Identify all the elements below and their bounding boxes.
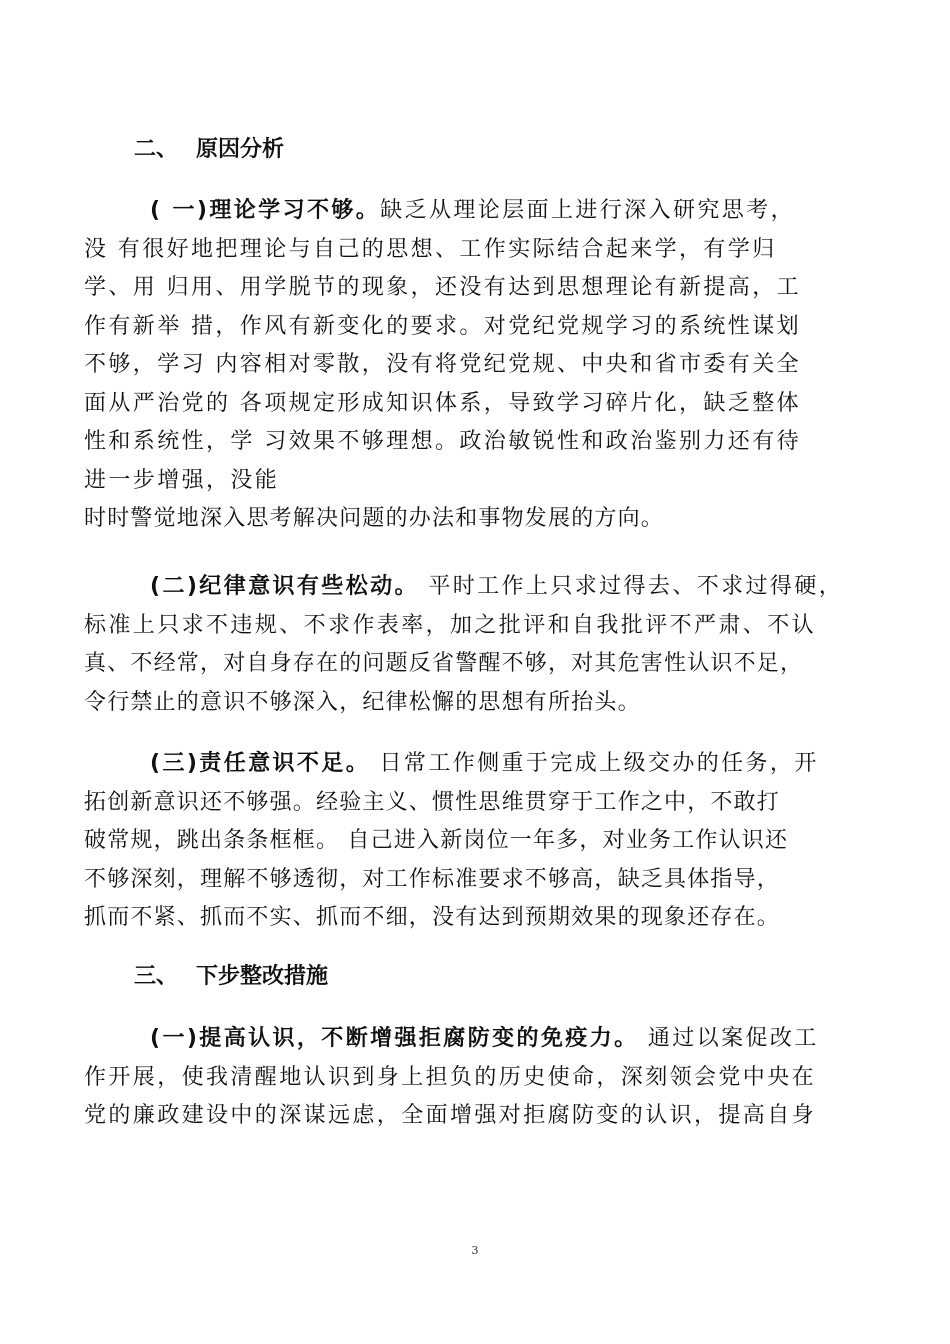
paragraph-line: (三)责任意识不足。 日常工作侧重于完成上级交办的任务，开	[150, 751, 819, 776]
paragraph-line: (一)提高认识，不断增强拒腐防变的免疫力。 通过以案促改工	[150, 1026, 819, 1051]
paragraph-lead: (一)提高认识，不断增强拒腐防变的免疫力。	[150, 1026, 639, 1051]
paragraph-raise-awareness	[84, 1020, 884, 1136]
paragraph-line: 不够深刻，理解不够透彻，对工作标准要求不够高，缺乏具体指导，	[84, 866, 781, 892]
paragraph-lead: (三)责任意识不足。	[150, 751, 371, 776]
section-heading-cause-analysis	[134, 135, 284, 165]
section-heading-rectification-measures	[134, 962, 328, 992]
page-number: 3	[471, 1244, 479, 1257]
paragraph-line: 性和系统性，学 习效果不够理想。政治敏锐性和政治鉴别力还有待	[84, 429, 801, 454]
paragraph-line: 拓创新意识还不够强。经验主义、惯性思维贯穿于工作之中，不敢打	[84, 789, 781, 815]
section-title: 下步整改措施	[196, 964, 329, 989]
paragraph-line: (二)纪律意识有些松动。 平时工作上只求过得去、不求过得硬，	[150, 574, 844, 599]
paragraph-line: 真、不经常，对自身存在的问题反省警醒不够，对其危害性认识不足，	[84, 651, 804, 676]
paragraph-line: 标准上只求不违规、不求作表率，加之批评和自我批评不严肃、不认	[84, 612, 817, 638]
paragraph-line: 时时警觉地深入思考解决问题的办法和事物发展的方向。	[84, 506, 665, 531]
paragraph-discipline-awareness	[84, 568, 884, 722]
paragraph-line: 党的廉政建设中的深谋远虑，全面增强对拒腐防变的认识，提高自身	[84, 1103, 817, 1128]
paragraph-line: 面从严治党的 各项规定形成知识体系，导致学习碎片化，缺乏整体	[84, 390, 801, 416]
paragraph-line: 不够，学习 内容相对零散，没有将党纪党规、中央和省市委有关全	[84, 352, 801, 377]
paragraph-theory-study	[84, 192, 884, 539]
paragraph-line: 学、用 归用、用学脱节的现象，还没有达到思想理论有新提高，工	[84, 275, 801, 300]
paragraph-line: 作开展，使我清醒地认识到身上担负的历史使命，深刻领会党中央在	[84, 1064, 817, 1090]
paragraph-lead: (二)纪律意识有些松动。	[150, 574, 419, 599]
paragraph-lead: ( 一)理论学习不够。	[150, 198, 381, 223]
section-number: 二、	[134, 137, 179, 162]
paragraph-line: 抓而不紧、抓而不实、抓而不细，没有达到预期效果的现象还存在。	[84, 905, 781, 930]
section-number: 三、	[134, 964, 179, 989]
paragraph-line: 破常规，跳出条条框框。 自己进入新岗位一年多，对业务工作认识还	[84, 828, 789, 853]
paragraph-line: ( 一)理论学习不够。缺乏从理论层面上进行深入研究思考，	[150, 198, 795, 223]
paragraph-responsibility-awareness	[84, 745, 884, 938]
paragraph-line: 令行禁止的意识不够深入，纪律松懈的思想有所抬头。	[84, 689, 641, 715]
section-title: 原因分析	[196, 137, 285, 162]
paragraph-line: 进一步增强，没能	[84, 467, 280, 493]
paragraph-line: 作有新举 措，作风有新变化的要求。对党纪党规学习的系统性谋划	[84, 313, 801, 339]
paragraph-line: 没 有很好地把理论与自己的思想、工作实际结合起来学，有学归	[84, 236, 777, 262]
